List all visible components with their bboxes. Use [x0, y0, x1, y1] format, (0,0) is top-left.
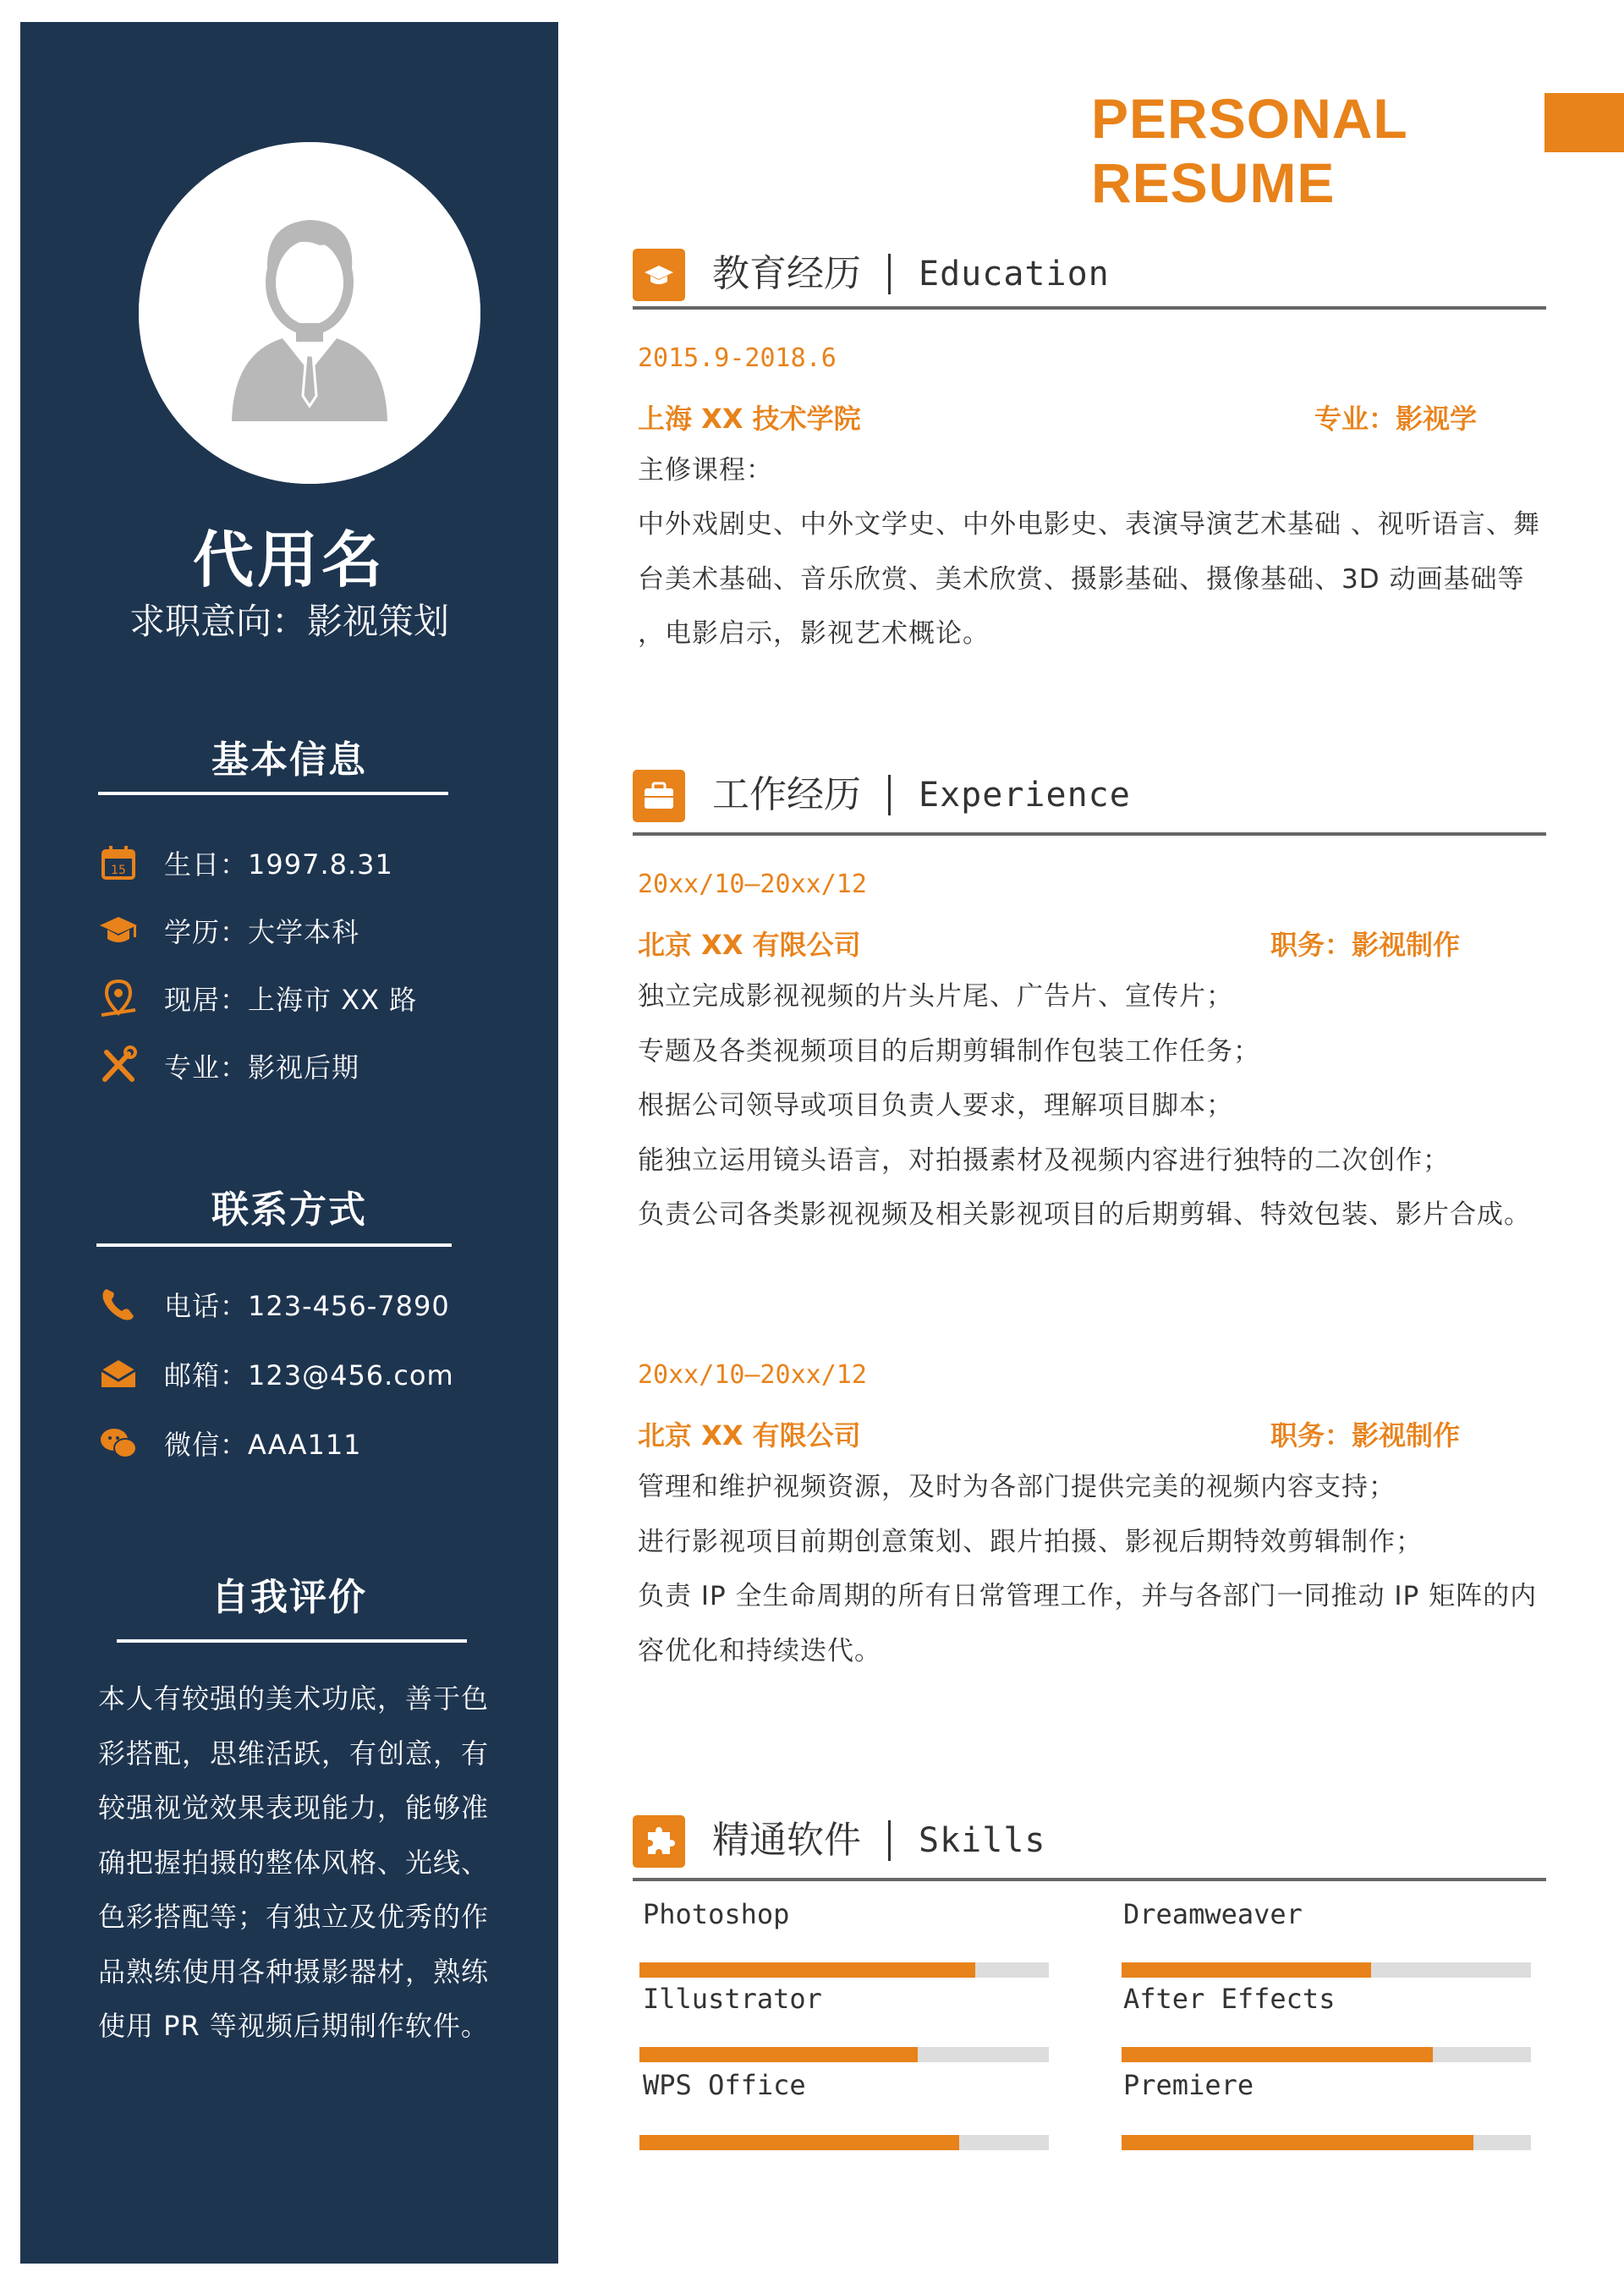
briefcase-icon: [633, 770, 685, 822]
svg-text:15: 15: [111, 864, 126, 877]
skill-bar: [1122, 2047, 1531, 2062]
calendar-icon: [98, 842, 139, 883]
courses-text: 中外戏剧史、中外文学史、中外电影史、表演导演艺术基础 、视听语言、舞台美术基础、音乐欣赏、美术欣赏、摄影基础、摄像基础、3D 动画基础等 ，电影启示，影视艺术概论。: [638, 509, 1540, 649]
residence-text: 现居：上海市 XX 路: [164, 984, 418, 1016]
skill-bar: [639, 1962, 1049, 1978]
sidebar: [20, 22, 558, 2264]
job-date: 20xx/10—20xx/12: [638, 870, 867, 899]
contact-divider: [96, 1243, 452, 1247]
title-accent-bar: [1544, 93, 1624, 152]
job-duty-line: 根据公司领导或项目负责人要求，理解项目脚本；: [638, 1090, 1233, 1121]
info-row-birthday: [98, 839, 393, 886]
info-row-email: [98, 1350, 454, 1397]
education-text: 学历：大学本科: [164, 916, 360, 948]
experience-divider: [633, 832, 1546, 836]
email-text: 邮箱：123@456.com: [164, 1359, 454, 1391]
job-duty-line: 独立完成影视视频的片头片尾、广告片、宣传片；: [638, 981, 1233, 1012]
skills-header: [633, 1814, 1546, 1873]
skill-bar: [639, 2135, 1049, 2150]
info-row-major: [98, 1042, 359, 1089]
title-separator: [888, 254, 891, 294]
phone-icon: [98, 1284, 139, 1325]
major-label: 专业：影视学: [1314, 403, 1478, 435]
skill-name: WPS Office: [643, 2069, 806, 2101]
wechat-icon: [98, 1423, 139, 1463]
company-name: 北京 XX 有限公司: [638, 929, 861, 961]
education-date: 2015.9-2018.6: [638, 343, 837, 373]
skill-bar: [1122, 2135, 1531, 2150]
title-separator: [888, 775, 891, 815]
skill-level: [1122, 2047, 1433, 2062]
info-row-residence: [98, 974, 417, 1022]
skill-level: [639, 1962, 975, 1978]
job-date: 20xx/10—20xx/12: [638, 1360, 867, 1390]
skill-name: Dreamweaver: [1123, 1898, 1303, 1930]
skill-level: [639, 2135, 959, 2150]
title-separator: [888, 1820, 891, 1861]
job-role: 职务：影视制作: [1270, 1419, 1461, 1452]
skills-title-cn: 精通软件: [712, 1819, 861, 1862]
location-pin-icon: [98, 978, 139, 1018]
avatar: [139, 142, 480, 484]
job-duty-line: 能独立运用镜头语言，对拍摄素材及视频内容进行独特的二次创作；: [638, 1144, 1450, 1176]
experience-header: [633, 768, 1546, 827]
self-eval-text: 本人有较强的美术功底，善于色彩搭配，思维活跃，有创意，有较强视觉效果表现能力，能够准确把握拍摄的整体风格、光线、色彩搭配等；有独立及优秀的作品熟练使用各种摄影器材，熟练使用 PR 等视频后期制作软件。: [98, 1682, 490, 2042]
job-duty-line: 专题及各类视频项目的后期剪辑制作包装工作任务；: [638, 1035, 1260, 1067]
job-duty-line: 负责公司各类影视视频及相关影视项目的后期剪辑、特效包装、影片合成。: [638, 1199, 1531, 1230]
company-name: 北京 XX 有限公司: [638, 1419, 861, 1452]
phone-text: 电话：123-456-7890: [164, 1290, 450, 1322]
skills-divider: [633, 1878, 1546, 1881]
job-description: [638, 969, 1543, 1243]
job-duty-line: 进行影视项目前期创意策划、跟片拍摄、影视后期特效剪辑制作；: [638, 1526, 1423, 1557]
course-label: 主修课程：: [638, 455, 773, 486]
basic-info-divider: [98, 792, 448, 795]
job-duty-line: 负责 IP 全生命周期的所有日常管理工作，并与各部门一同推动 IP 矩阵的内容优化和持续迭代。: [638, 1581, 1538, 1666]
self-eval-title: 自我评价: [211, 1576, 367, 1619]
basic-info-title: 基本信息: [211, 738, 367, 782]
education-divider: [633, 306, 1546, 310]
job-role: 职务：影视制作: [1270, 929, 1461, 961]
experience-title-en: Experience: [919, 776, 1131, 815]
skill-name: Premiere: [1123, 2069, 1254, 2101]
contact-title: 联系方式: [211, 1188, 367, 1232]
skill-name: Photoshop: [643, 1898, 790, 1930]
education-title-cn: 教育经历: [712, 252, 861, 295]
candidate-name: 代用名: [192, 524, 386, 595]
info-row-education: [98, 907, 359, 954]
education-header: [633, 247, 1546, 306]
graduation-cap-icon: [98, 910, 139, 951]
skill-name: Illustrator: [643, 1983, 822, 2015]
birthday-text: 生日：1997.8.31: [164, 848, 393, 881]
job-intent: 求职意向：影视策划: [129, 601, 449, 642]
skill-bar: [1122, 1962, 1531, 1978]
tools-icon: [98, 1045, 139, 1086]
skill-name: After Effects: [1123, 1983, 1336, 2015]
school-name: 上海 XX 技术学院: [638, 403, 861, 435]
info-row-wechat: [98, 1419, 362, 1467]
person-silhouette-icon: [139, 142, 480, 484]
job-duty-line: 管理和维护视频资源，及时为各部门提供完美的视频内容支持；: [638, 1472, 1396, 1502]
skill-level: [639, 2047, 918, 2062]
graduation-cap-icon: [633, 249, 685, 301]
wechat-text: 微信：AAA111: [164, 1429, 362, 1461]
skill-bar: [639, 2047, 1049, 2062]
major-text: 专业：影视后期: [164, 1051, 360, 1084]
skill-level: [1122, 1962, 1371, 1978]
resume-title: PERSONAL RESUME: [1091, 87, 1407, 214]
job-description: [638, 1460, 1543, 1678]
mail-icon: [98, 1353, 139, 1394]
skills-title-en: Skills: [919, 1821, 1046, 1860]
skill-level: [1122, 2135, 1473, 2150]
education-title-en: Education: [919, 255, 1110, 294]
experience-title-cn: 工作经历: [712, 773, 861, 816]
puzzle-icon: [633, 1815, 685, 1868]
info-row-phone: [98, 1281, 450, 1328]
self-eval-divider: [117, 1639, 467, 1643]
